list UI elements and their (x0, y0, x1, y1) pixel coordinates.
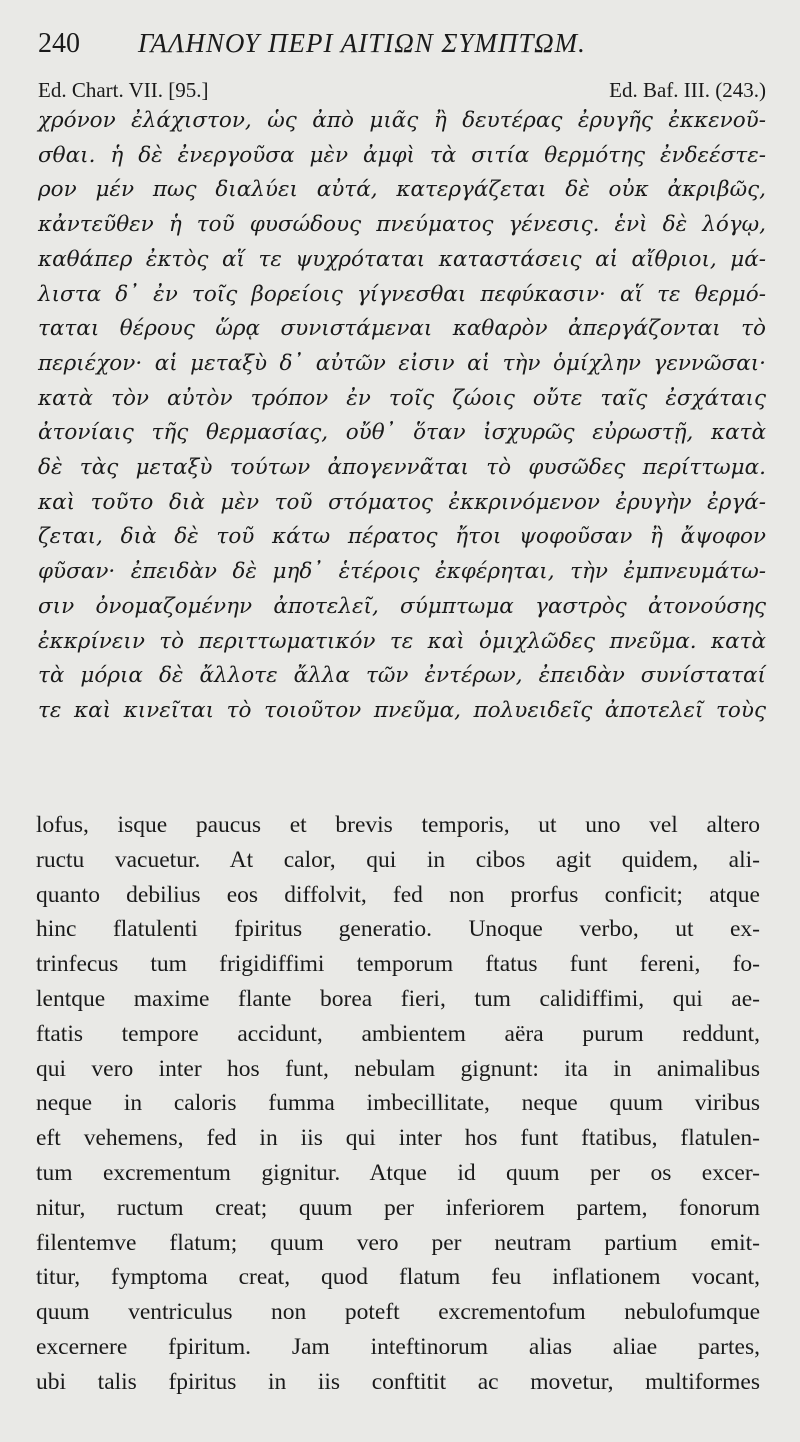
running-title: ΓΑΛΗΝΟΥ ΠΕΡΙ ΑΙΤΙΩΝ ΣΥΜΠΤΩΜ. (138, 28, 586, 58)
greek-text-line: φῦσαν· ἐπειδὰν δὲ μηδ᾽ ἑτέροις ἐκφέρηται, τὴν ἐμπνευμάτω- (38, 559, 766, 585)
greek-text-line: λιστα δ᾽ ἐν τοῖς βορείοις γίγνεσθαι πεφύκασιν· αἵ τε θερμό- (38, 281, 766, 307)
greek-text-line: τὰ μόρια δὲ ἄλλοτε ἄλλα τῶν ἐντέρων, ἐπειδὰν συνίσταταί (38, 663, 766, 689)
greek-text-line: ἐκκρίνειν τὸ περιττωματικόν τε καὶ ὁμιχλῶδες πνεῦμα. κατὰ (38, 628, 766, 654)
greek-text-line: ρον μέν πως διαλύει αὐτά, κατεργάζεται δὲ οὐκ ἀκριβῶς, (38, 177, 766, 203)
greek-text-line: ταται θέρους ὥρᾳ συνιστάμεναι καθαρὸν ἀπεργάζονται τὸ (38, 316, 766, 342)
latin-text-line: trinfecus tum frigidiffimi temporum ftatus funt fereni, fo- (36, 951, 760, 978)
greek-text-line: δὲ τὰς μεταξὺ τούτων ἀπογεννᾶται τὸ φυσῶδες περίττωμα. (38, 455, 766, 481)
latin-text-line: titur, fymptoma creat, quod flatum feu inflationem vocant, (36, 1264, 760, 1291)
greek-text-line: ἀτονίαις τῆς θερμασίας, οὔθ᾽ ὅταν ἰσχυρῶς εὐρωστῇ, κατὰ (38, 420, 766, 446)
page-number: 240 (38, 28, 80, 59)
latin-text-line: ftatis tempore accidunt, ambientem aëra purum reddunt, (36, 1020, 760, 1047)
edition-chart-reference: Ed. Chart. VII. [95.] (38, 78, 209, 102)
greek-text-line: χρόνον ἐλάχιστον, ὡς ἀπὸ μιᾶς ἢ δευτέρας ἐρυγῆς ἐκκενοῦ- (38, 108, 766, 133)
edition-basel-reference: Ed. Baf. III. (243.) (609, 78, 766, 102)
latin-text-line: hinc flatulenti fpiritus generatio. Unoque verbo, ut ex- (36, 916, 760, 943)
latin-text-line: lentque maxime flante borea fieri, tum calidiffimi, qui ae- (36, 985, 760, 1012)
greek-text-line: κἀντεῦθεν ἡ τοῦ φυσώδους πνεύματος γένεσις. ἑνὶ δὲ λόγῳ, (38, 212, 766, 238)
greek-text-line: κατὰ τὸν αὐτὸν τρόπον ἐν τοῖς ζώοις οὔτε ταῖς ἐσχάταις (38, 385, 766, 411)
latin-text-line: tum excrementum gignitur. Atque id quum per os excer- (36, 1159, 760, 1186)
latin-text-line: quanto debilius eos diffolvit, fed non prorfus conficit; atque (36, 881, 760, 908)
latin-text-block (36, 808, 760, 1400)
latin-text-line: filentemve flatum; quum vero per neutram partium emit- (36, 1229, 760, 1256)
latin-text-line: eft vehemens, fed in iis qui inter hos funt ftatibus, flatulen- (36, 1125, 760, 1152)
greek-text-line: καὶ τοῦτο διὰ μὲν τοῦ στόματος ἐκκρινόμενον ἐρυγὴν ἐργά- (38, 489, 766, 515)
greek-text-block (38, 104, 766, 729)
greek-text-line: τε καὶ κινεῖται τὸ τοιοῦτον πνεῦμα, πολυειδεῖς ἀποτελεῖ τοὺς (38, 697, 766, 723)
latin-text-line: lofus, isque paucus et brevis temporis, ut uno vel altero (36, 812, 760, 838)
latin-text-line: excernere fpiritum. Jam inteftinorum alias aliae partes, (36, 1333, 760, 1360)
greek-text-line: ζεται, διὰ δὲ τοῦ κάτω πέρατος ἤτοι ψοφοῦσαν ἢ ἄψοφον (38, 524, 766, 550)
latin-text-line: quum ventriculus non poteft excrementofum nebulofumque (36, 1299, 760, 1326)
greek-text-line: σθαι. ἡ δὲ ἐνεργοῦσα μὲν ἀμφὶ τὰ σιτία θερμότης ἐνδεέστε- (38, 142, 766, 168)
greek-text-line: καθάπερ ἐκτὸς αἵ τε ψυχρόταται καταστάσεις αἱ αἴθριοι, μά- (38, 246, 766, 272)
latin-text-line: neque in caloris fumma imbecillitate, neque quum viribus (36, 1090, 760, 1117)
latin-text-line: nitur, ructum creat; quum per inferiorem partem, fonorum (36, 1194, 760, 1221)
edition-reference-line (38, 78, 766, 103)
greek-text-line: σιν ὀνομαζομένην ἀποτελεῖ, σύμπτωμα γαστρὸς ἀτονούσης (38, 593, 766, 619)
latin-text-line: qui vero inter hos funt, nebulam gignunt: ita in animalibus (36, 1055, 760, 1082)
latin-text-line: ubi talis fpiritus in iis conftitit ac movetur, multiformes (36, 1368, 760, 1395)
running-head (38, 28, 768, 60)
greek-text-line: περιέχον· αἱ μεταξὺ δ᾽ αὐτῶν εἰσιν αἱ τὴν ὁμίχλην γεννῶσαι· (38, 350, 766, 376)
latin-text-line: ructu vacuetur. At calor, qui in cibos agit quidem, ali- (36, 846, 760, 873)
